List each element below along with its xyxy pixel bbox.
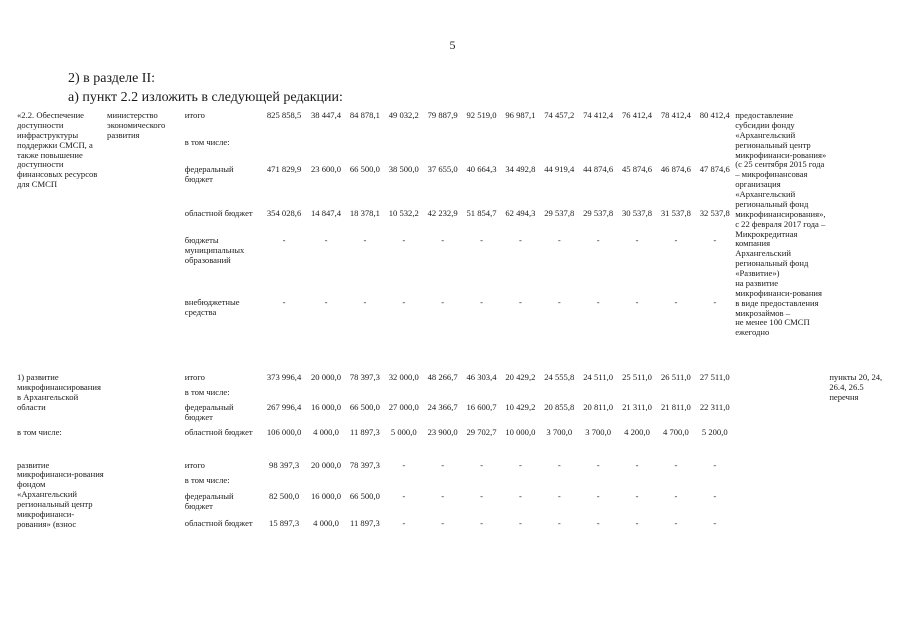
- year-value-cell: 20 811,0: [583, 401, 614, 412]
- year-value-cell: 25 511,0: [622, 372, 652, 383]
- table-row: [16, 109, 896, 136]
- year-value-cell: -: [402, 297, 406, 308]
- executor-cell: министерство экономического развития: [107, 110, 166, 140]
- year-value-cell: -: [518, 491, 522, 502]
- year-value-cell: 5 000,0: [390, 426, 417, 437]
- year-value-cell: 78 397,3: [349, 372, 380, 383]
- year-value-cell: -: [557, 235, 561, 246]
- year-value-cell: -: [674, 491, 678, 502]
- year-value-cell: 66 500,0: [349, 401, 380, 412]
- year-value-cell: -: [441, 297, 445, 308]
- year-value-cell: -: [635, 459, 639, 470]
- year-value-cell: 3 700,0: [585, 426, 612, 437]
- year-value-cell: 92 519,0: [466, 110, 497, 120]
- year-value-cell: -: [557, 491, 561, 502]
- table-row: [16, 459, 896, 475]
- section-heading: 2) в разделе II:: [68, 71, 156, 86]
- result-cell: [734, 459, 828, 533]
- item-heading: а) пункт 2.2 изложить в следующей редакции:: [68, 90, 343, 105]
- executor-cell: [106, 371, 184, 440]
- year-value-cell: 16 000,0: [310, 401, 342, 412]
- year-value-cell: -: [596, 235, 600, 246]
- funding-source-cell: итого: [184, 459, 205, 470]
- funding-source-cell: внебюджетные средства: [184, 297, 240, 318]
- year-value-cell: -: [518, 235, 522, 246]
- year-value-cell: -: [441, 235, 445, 246]
- year-value-cell: -: [674, 459, 678, 470]
- year-value-cell: 47 874,6: [699, 163, 730, 174]
- year-value-cell: -: [363, 235, 367, 246]
- year-value-cell: 27 000,0: [388, 401, 419, 412]
- funding-source-cell: в том числе:: [184, 136, 230, 147]
- total-cell: 354 028,6: [266, 208, 302, 219]
- year-value-cell: 78 397,3: [349, 459, 380, 470]
- year-value-cell: 32 000,0: [388, 372, 419, 383]
- funding-source-cell: в том числе:: [184, 387, 230, 397]
- year-value-cell: 14 847,4: [310, 208, 342, 219]
- year-value-cell: 66 500,0: [349, 163, 380, 174]
- year-value-cell: -: [402, 459, 406, 470]
- year-value-cell: -: [635, 297, 639, 308]
- year-value-cell: -: [557, 517, 561, 528]
- measure-name-cell: «2.2. Обеспечение доступности инфраструктуры поддержки СМСП, а также повышение доступности финансовых ресурсов для СМСП: [17, 110, 98, 190]
- year-value-cell: 20 429,2: [505, 372, 536, 383]
- year-value-cell: -: [441, 491, 445, 502]
- year-value-cell: 76 412,4: [621, 110, 653, 120]
- page-number: 5: [449, 38, 456, 52]
- total-cell: 373 996,4: [266, 372, 302, 383]
- year-value-cell: 49 032,2: [388, 110, 419, 120]
- total-cell: -: [282, 235, 286, 246]
- year-value-cell: -: [480, 517, 483, 528]
- year-value-cell: 21 311,0: [622, 401, 652, 412]
- year-value-cell: -: [518, 297, 522, 308]
- year-value-cell: -: [635, 491, 639, 502]
- year-value-cell: 37 655,0: [427, 163, 458, 174]
- year-value-cell: -: [596, 517, 600, 528]
- note-cell: пункты 20, 24, 26.4, 26.5 перечня: [829, 372, 883, 402]
- year-value-cell: 22 311,0: [699, 401, 730, 412]
- year-value-cell: 29 537,8: [544, 208, 575, 219]
- year-value-cell: -: [596, 491, 600, 502]
- note-cell: [828, 109, 896, 341]
- funding-source-cell: бюджеты муниципальных образований: [184, 235, 245, 265]
- year-value-cell: 27 511,0: [699, 372, 730, 383]
- year-value-cell: 79 887,9: [427, 110, 458, 120]
- year-value-cell: 32 537,8: [699, 208, 730, 219]
- year-value-cell: 62 494,3: [505, 208, 536, 219]
- year-value-cell: -: [557, 297, 561, 308]
- year-value-cell: 20 855,8: [544, 401, 575, 412]
- year-value-cell: -: [324, 297, 328, 308]
- total-cell: -: [282, 297, 286, 308]
- funding-source-cell: в том числе:: [184, 475, 230, 486]
- funding-source-cell: областной бюджет: [184, 517, 253, 528]
- year-value-cell: -: [557, 459, 561, 470]
- year-value-cell: -: [480, 235, 483, 246]
- year-value-cell: -: [596, 459, 600, 470]
- empty-cell: [262, 474, 735, 490]
- year-value-cell: 16 000,0: [310, 491, 342, 502]
- year-value-cell: 78 412,4: [660, 110, 691, 120]
- year-value-cell: 24 555,8: [544, 372, 575, 383]
- year-value-cell: 23 600,0: [310, 163, 342, 174]
- year-value-cell: 4 200,0: [624, 426, 650, 437]
- year-value-cell: 20 000,0: [310, 459, 342, 470]
- year-value-cell: 11 897,3: [350, 426, 380, 437]
- executor-cell: [106, 459, 184, 533]
- funding-source-cell: федеральный бюджет: [184, 491, 234, 512]
- year-value-cell: 45 874,6: [621, 163, 653, 174]
- year-value-cell: 10 532,2: [388, 208, 419, 219]
- year-value-cell: -: [713, 235, 717, 246]
- year-value-cell: 26 511,0: [661, 372, 691, 383]
- year-value-cell: 24 511,0: [583, 372, 614, 383]
- funding-source-cell: областной бюджет: [184, 208, 253, 219]
- year-value-cell: 21 811,0: [661, 401, 691, 412]
- result-cell: [734, 371, 828, 440]
- year-value-cell: -: [596, 297, 600, 308]
- year-value-cell: -: [635, 517, 639, 528]
- year-value-cell: -: [402, 517, 406, 528]
- total-cell: 98 397,3: [269, 459, 300, 470]
- year-value-cell: -: [713, 459, 717, 470]
- year-value-cell: 40 664,3: [466, 163, 497, 174]
- year-value-cell: 46 874,6: [660, 163, 691, 174]
- year-value-cell: -: [324, 235, 328, 246]
- result-cell: предоставление субсидии фонду «Архангельский региональный центр микрофинанси-рования» (с 25 сентября 2015 года – микрофинансовая организация «Архангельский региональный фонд микрофинансирования», с 22 февраля 2017 года – Микрокредитная компания Архангельский региональный фонд «Развитие») на развитие микрофинанси-рования в виде предоставления микрозаймов – не менее 100 СМСП ежегодно: [735, 110, 827, 338]
- year-value-cell: 48 266,7: [427, 372, 458, 383]
- year-value-cell: 3 700,0: [546, 426, 573, 437]
- measure-name-cell: развитие микрофинанси-рования фондом «Архангельский региональный центр микрофинанси-рования» (взнос: [17, 459, 104, 529]
- year-value-cell: 44 874,6: [583, 163, 614, 174]
- table-row: [16, 371, 896, 386]
- year-value-cell: 38 500,0: [388, 163, 419, 174]
- year-value-cell: -: [402, 235, 406, 246]
- total-cell: 471 829,9: [266, 163, 302, 174]
- year-value-cell: 44 919,4: [544, 163, 575, 174]
- funding-source-cell: федеральный бюджет: [184, 163, 234, 184]
- total-cell: 15 897,3: [269, 517, 300, 528]
- year-value-cell: -: [441, 459, 445, 470]
- year-value-cell: 42 232,9: [427, 208, 458, 219]
- year-value-cell: -: [674, 517, 678, 528]
- year-value-cell: -: [480, 459, 483, 470]
- year-value-cell: 11 897,3: [350, 517, 380, 528]
- year-value-cell: 24 366,7: [427, 401, 458, 412]
- year-value-cell: 96 987,1: [505, 110, 536, 120]
- year-value-cell: 74 412,4: [583, 110, 614, 120]
- year-value-cell: 51 854,7: [466, 208, 497, 219]
- year-value-cell: -: [363, 297, 367, 308]
- year-value-cell: -: [518, 517, 522, 528]
- year-value-cell: 18 378,1: [349, 208, 380, 219]
- year-value-cell: -: [674, 297, 678, 308]
- total-cell: 82 500,0: [269, 491, 300, 502]
- year-value-cell: -: [713, 517, 717, 528]
- year-value-cell: -: [518, 459, 522, 470]
- year-value-cell: 4 700,0: [663, 426, 689, 437]
- year-value-cell: 23 900,0: [427, 426, 458, 437]
- year-value-cell: 4 000,0: [313, 517, 339, 528]
- year-value-cell: 20 000,0: [310, 372, 342, 383]
- year-value-cell: -: [480, 491, 483, 502]
- program-table: [16, 109, 896, 533]
- year-value-cell: 66 500,0: [349, 491, 380, 502]
- funding-source-cell: итого: [184, 110, 205, 120]
- year-value-cell: 74 457,2: [544, 110, 575, 120]
- year-value-cell: -: [480, 297, 483, 308]
- funding-source-cell: областной бюджет: [184, 426, 253, 437]
- total-cell: 825 858,5: [266, 110, 302, 120]
- year-value-cell: -: [674, 235, 678, 246]
- year-value-cell: -: [441, 517, 445, 528]
- subheading-cell: в том числе:: [17, 426, 62, 437]
- year-value-cell: -: [713, 297, 717, 308]
- year-value-cell: 16 600,7: [466, 401, 497, 412]
- year-value-cell: 38 447,4: [310, 110, 342, 120]
- note-cell: [828, 459, 896, 533]
- year-value-cell: 31 537,8: [660, 208, 691, 219]
- funding-source-cell: федеральный бюджет: [184, 401, 234, 422]
- total-cell: 267 996,4: [266, 401, 302, 412]
- year-value-cell: 34 492,8: [505, 163, 536, 174]
- year-value-cell: 10 000,0: [505, 426, 536, 437]
- empty-cell: [262, 136, 735, 163]
- total-cell: 106 000,0: [266, 426, 302, 437]
- funding-source-cell: итого: [184, 372, 205, 383]
- year-value-cell: 80 412,4: [699, 110, 730, 120]
- year-value-cell: 30 537,8: [621, 208, 653, 219]
- year-value-cell: -: [635, 235, 639, 246]
- year-value-cell: 29 537,8: [583, 208, 614, 219]
- year-value-cell: 84 878,1: [349, 110, 380, 120]
- year-value-cell: 5 200,0: [701, 426, 728, 437]
- year-value-cell: 29 702,7: [466, 426, 497, 437]
- measure-name-cell: 1) развитие микрофинансирования в Архангельской области: [17, 372, 101, 412]
- empty-cell: [262, 386, 735, 401]
- year-value-cell: 4 000,0: [313, 426, 339, 437]
- year-value-cell: 10 429,2: [505, 401, 536, 412]
- year-value-cell: -: [402, 491, 406, 502]
- year-value-cell: -: [713, 491, 717, 502]
- year-value-cell: 46 303,4: [466, 372, 497, 383]
